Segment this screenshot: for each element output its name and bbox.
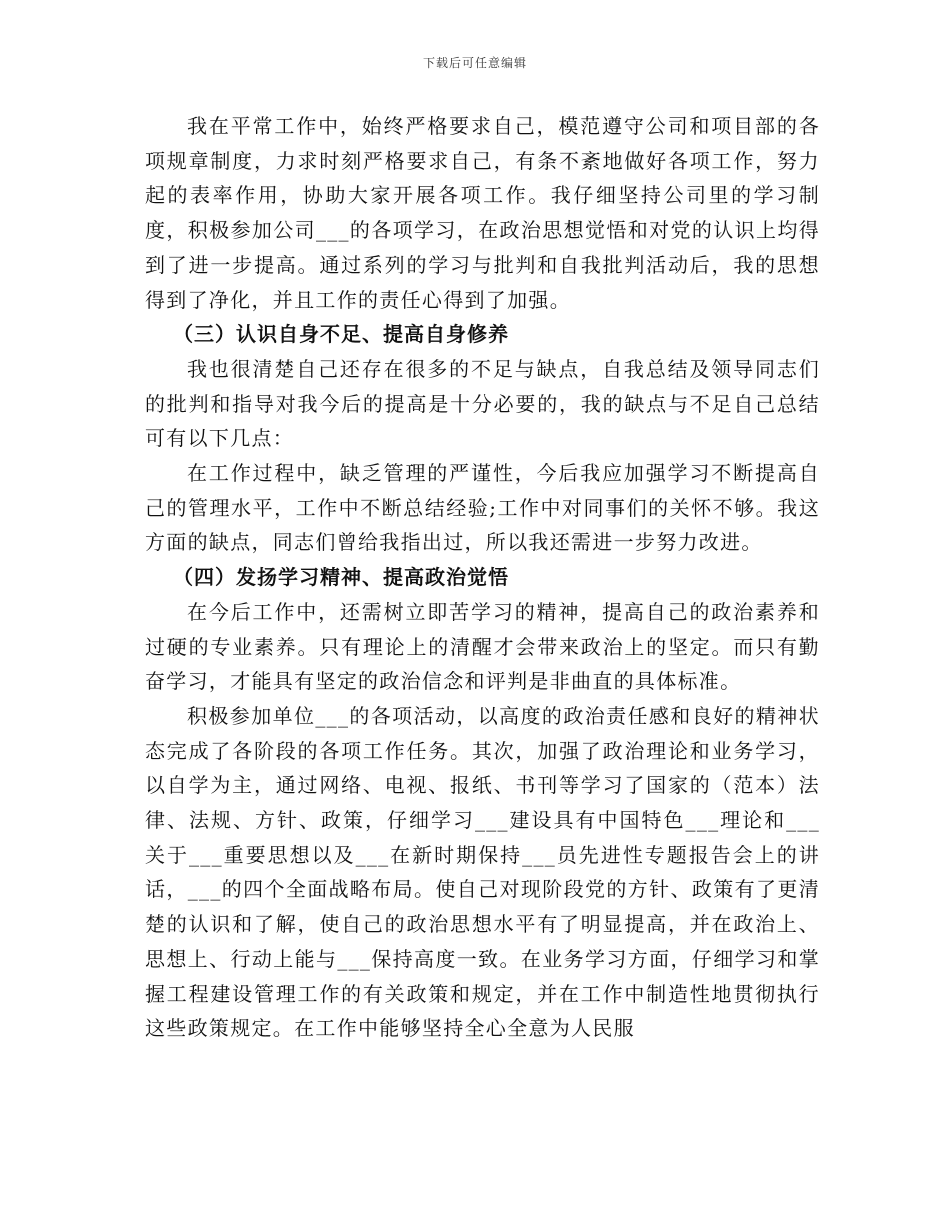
paragraph-work-discipline: 我在平常工作中，始终严格要求自己，模范遵守公司和项目部的各项规章制度，力求时刻严格要求自己，有条不紊地做好各项工作，努力起的表率作用，协助大家开展各项工作。我仔细坚持公司里的学习制度，积极参加公司___的各项学习，在政治思想觉悟和对党的认识上均得到了进一步提高。通过系列的学习与批判和自我批判活动后，我的思想得到了净化，并且工作的责任心得到了加强。 [145, 114, 820, 312]
paragraph-shortcomings: 我也很清楚自己还存在很多的不足与缺点，自我总结及领导同志们的批判和指导对我今后的提高是十分必要的，我的缺点与不足自己总结可有以下几点： [145, 356, 820, 451]
document-body [145, 109, 820, 1046]
section-heading-four: （四）发扬学习精神、提高政治觉悟 [173, 565, 509, 590]
paragraph-activities: 积极参加单位___的各项活动，以高度的政治责任感和良好的精神状态完成了各阶段的各项工作任务。其次，加强了政治理论和业务学习，以自学为主，通过网络、电视、报纸、书刊等学习了国家的（范本）法律、法规、方针、政策，仔细学习___建设具有中国特色___理论和___关于___重要思想以及___在新时期保持___员先进性专题报告会上的讲话，___的四个全面战略布局。使自己对现阶段党的方针、政策有了更清楚的认识和了解，使自己的政治思想水平有了明显提高，并在政治上、思想上、行动上能与___保持高度一致。在业务学习方面，仔细学习和掌握工程建设管理工作的有关政策和规定，并在工作中制造性地贯彻执行这些政策规定。在工作中能够坚持全心全意为人民服 [145, 703, 820, 1041]
page-header: 下载后可任意编辑 [422, 56, 527, 70]
paragraph-study-spirit: 在今后工作中，还需树立即苦学习的精神，提高自己的政治素养和过硬的专业素养。只有理论上的清醒才会带来政治上的坚定。而只有勤奋学习，才能具有坚定的政治信念和评判是非曲直的具体标准。 [145, 599, 820, 694]
paragraph-improvements: 在工作过程中，缺乏管理的严谨性，今后我应加强学习不断提高自己的管理水平，工作中不断总结经验;工作中对同事们的关怀不够。我这方面的缺点，同志们曾给我指出过，所以我还需进一步努力改进。 [145, 461, 820, 555]
section-heading-three: （三）认识自身不足、提高自身修养 [173, 322, 509, 347]
